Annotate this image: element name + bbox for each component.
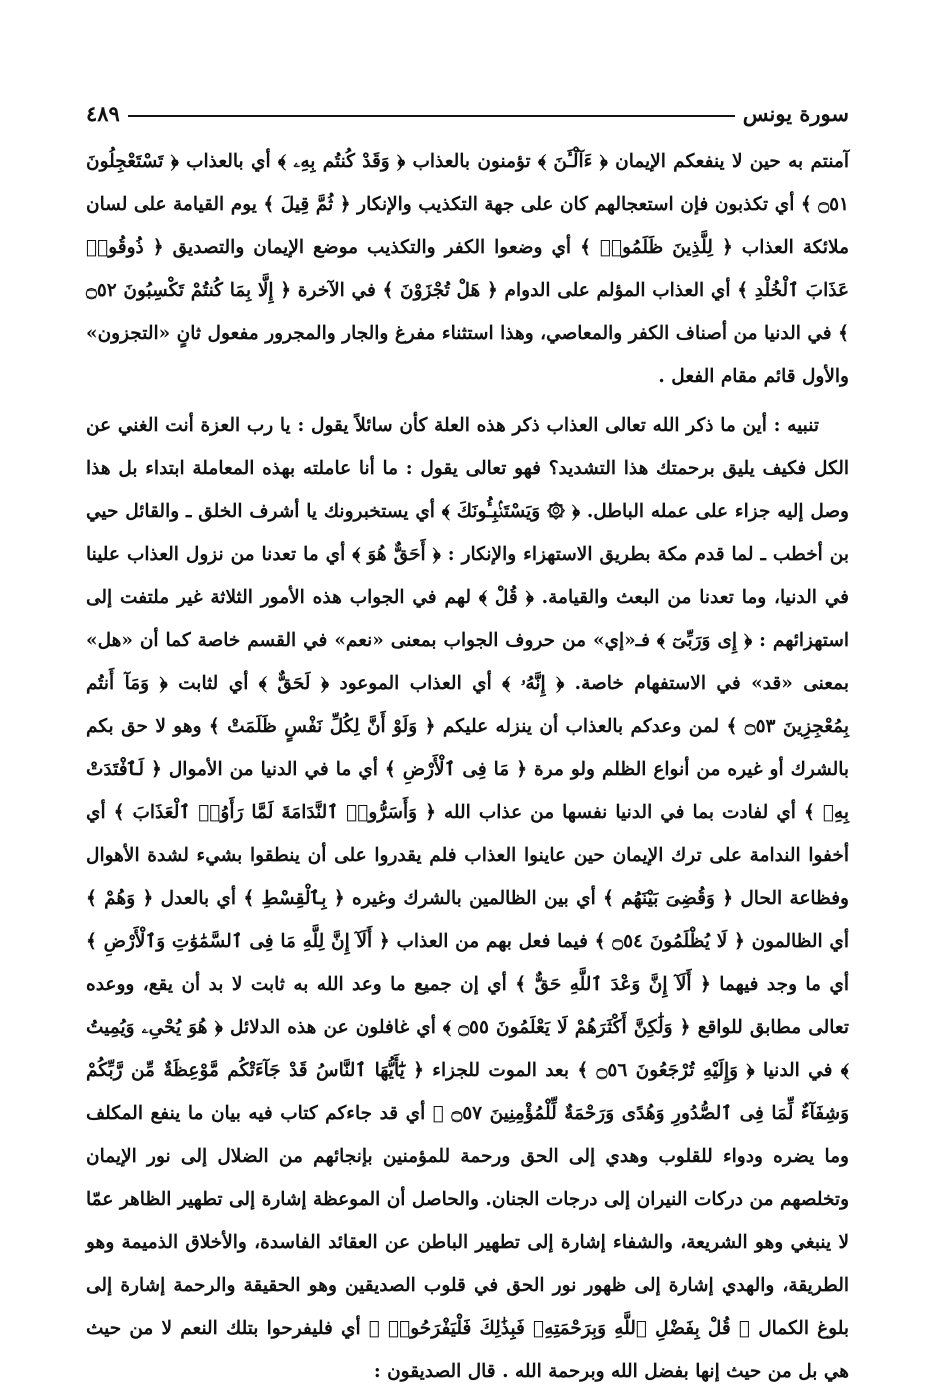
header-rule — [128, 115, 735, 117]
paragraph-2: تنبيه : أين ما ذكر الله تعالى العذاب ذكر هذه العلة كأن سائلاً يقول : يا رب العزة أنت الغني عن الكل فكيف يليق برحمتك هذا التشديد؟ فهو تعالى يقول : ما أنا عاملته بهذه المعاملة ابتداء بل هذا وصل إليه جزاء على عمله الباطل. ﴿ ۞ وَيَسْتَنۢبِـُٔونَكَ ﴾ أي يستخبرونك يا أشرف الخلق ـ والقائل حيي بن أخطب ـ لما قدم مكة بطريق الاستهزاء والإنكار : ﴿ أَحَقٌّ هُوَ ﴾ أي ما تعدنا من نزول العذاب علينا في الدنيا، وما تعدنا من البعث والقيامة. ﴿ قُلْ ﴾ لهم في الجواب هذه الأمور الثلاثة غير ملتفت إلى استهزائهم : ﴿ إِى وَرَبِّىٓ ﴾ فـ«إي» من حروف الجواب بمعنى «نعم» في القسم خاصة كما أن «هل» بمعنى «قد» في الاستفهام خاصة. ﴿ إِنَّهُۥ ﴾ أي العذاب الموعود ﴿ لَحَقٌّ ﴾ أي لثابت ﴿ وَمَآ أَنتُم بِمُعْجِزِينَ ۝٥٣ ﴾ لمن وعدكم بالعذاب أن ينزله عليكم ﴿ وَلَوْ أَنَّ لِكُلِّ نَفْسٍ ظَلَمَتْ ﴾ وهو لا حق بكم بالشرك أو غيره من أنواع الظلم ولو مرة ﴿ مَا فِى ٱلْأَرْضِ ﴾ أي ما في الدنيا من الأموال ﴿ لَٱفْتَدَتْ بِهِۦ ﴾ أي لفادت بما في الدنيا نفسها من عذاب الله ﴿ وَأَسَرُّوا۟ ٱلنَّدَامَةَ لَمَّا رَأَوُا۟ ٱلْعَذَابَ ﴾ أي أخفوا الندامة على ترك الإيمان حين عاينوا العذاب فلم يقدروا على أن ينطقوا بشيء لشدة الأهوال وفظاعة الحال ﴿ وَقُضِىَ بَيْنَهُم ﴾ أي بين الظالمين بالشرك وغيره ﴿ بِٱلْقِسْطِ ﴾ أي بالعدل ﴿ وَهُمْ ﴾ أي الظالمون ﴿ لَا يُظْلَمُونَ ۝٥٤ ﴾ فيما فعل بهم من العذاب ﴿ أَلَآ إِنَّ لِلَّهِ مَا فِى ٱلسَّمَٰوَٰتِ وَٱلْأَرْضِ ﴾ أي ما وجد فيهما ﴿ أَلَآ إِنَّ وَعْدَ ٱللَّهِ حَقٌّ ﴾ أي إن جميع ما وعد الله به ثابت لا بد أن يقع، ووعده تعالى مطابق للواقع ﴿ وَلَٰكِنَّ أَكْثَرَهُمْ لَا يَعْلَمُونَ ۝٥٥ ﴾ أي غافلون عن هذه الدلائل ﴿ هُوَ يُحْىِۦ وَيُمِيتُ ﴾ في الدنيا ﴿ وَإِلَيْهِ تُرْجَعُونَ ۝٥٦ ﴾ بعد الموت للجزاء ﴿ يَٰٓأَيُّهَا ٱلنَّاسُ قَدْ جَآءَتْكُم مَّوْعِظَةٌ مِّن رَّبِّكُمْ وَشِفَآءٌ لِّمَا فِى ٱلصُّدُورِ وَهُدًى وَرَحْمَةٌ لِّلْمُؤْمِنِينَ ۝٥٧ ﴾ أي قد جاءكم كتاب فيه بيان ما ينفع المكلف وما يضره ودواء للقلوب وهدي إلى الحق ورحمة للمؤمنين بإنجائهم من الضلال إلى نور الإيمان وتخلصهم من دركات النيران إلى درجات الجنان. والحاصل أن الموعظة إشارة إلى تطهير الظاهر عمّا لا ينبغي وهو الشريعة، والشفاء إشارة إلى تطهير الباطن عن العقائد الفاسدة، والأخلاق الذميمة وهو الطريقة، والهدي إشارة إلى ظهور نور الحق في قلوب الصديقين وهو الحقيقة والرحمة إشارة إلى بلوغ الكمال ﴿ قُلْ بِفَضْلِ ٱللَّهِ وَبِرَحْمَتِهِۦ فَبِذَٰلِكَ فَلْيَفْرَحُوا۟ ﴾ أي فليفرحوا بتلك النعم لا من حيث هي بل من حيث إنها بفضل الله وبرحمة الله . قال الصديقون : — [86, 415, 850, 1382]
commentary-body — [86, 140, 849, 1393]
paragraph-1: آمنتم به حين لا ينفعكم الإيمان ﴿ ءَآلْـَٔنَ ﴾ تؤمنون بالعذاب ﴿ وَقَدْ كُنتُم بِهِۦ ﴾ أي بالعذاب ﴿ تَسْتَعْجِلُونَ ۝٥١ ﴾ أي تكذبون فإن استعجالهم كان على جهة التكذيب والإنكار ﴿ ثُمَّ قِيلَ ﴾ يوم القيامة على لسان ملائكة العذاب ﴿ لِلَّذِينَ ظَلَمُوا۟ ﴾ أي وضعوا الكفر والتكذيب موضع الإيمان والتصديق ﴿ ذُوقُوا۟ عَذَابَ ٱلْخُلْدِ ﴾ أي العذاب المؤلم على الدوام ﴿ هَلْ تُجْزَوْنَ ﴾ في الآخرة ﴿ إِلَّا بِمَا كُنتُمْ تَكْسِبُونَ ۝٥٢ ﴾ في الدنيا من أصناف الكفر والمعاصي، وهذا استثناء مفرغ والجار والمجرور مفعول ثانٍ «التجزون» والأول قائم مقام الفعل . — [86, 151, 849, 387]
surah-title: سورة يونس — [742, 100, 849, 126]
running-header — [86, 96, 849, 130]
page-number: ٤٨٩ — [86, 100, 120, 126]
